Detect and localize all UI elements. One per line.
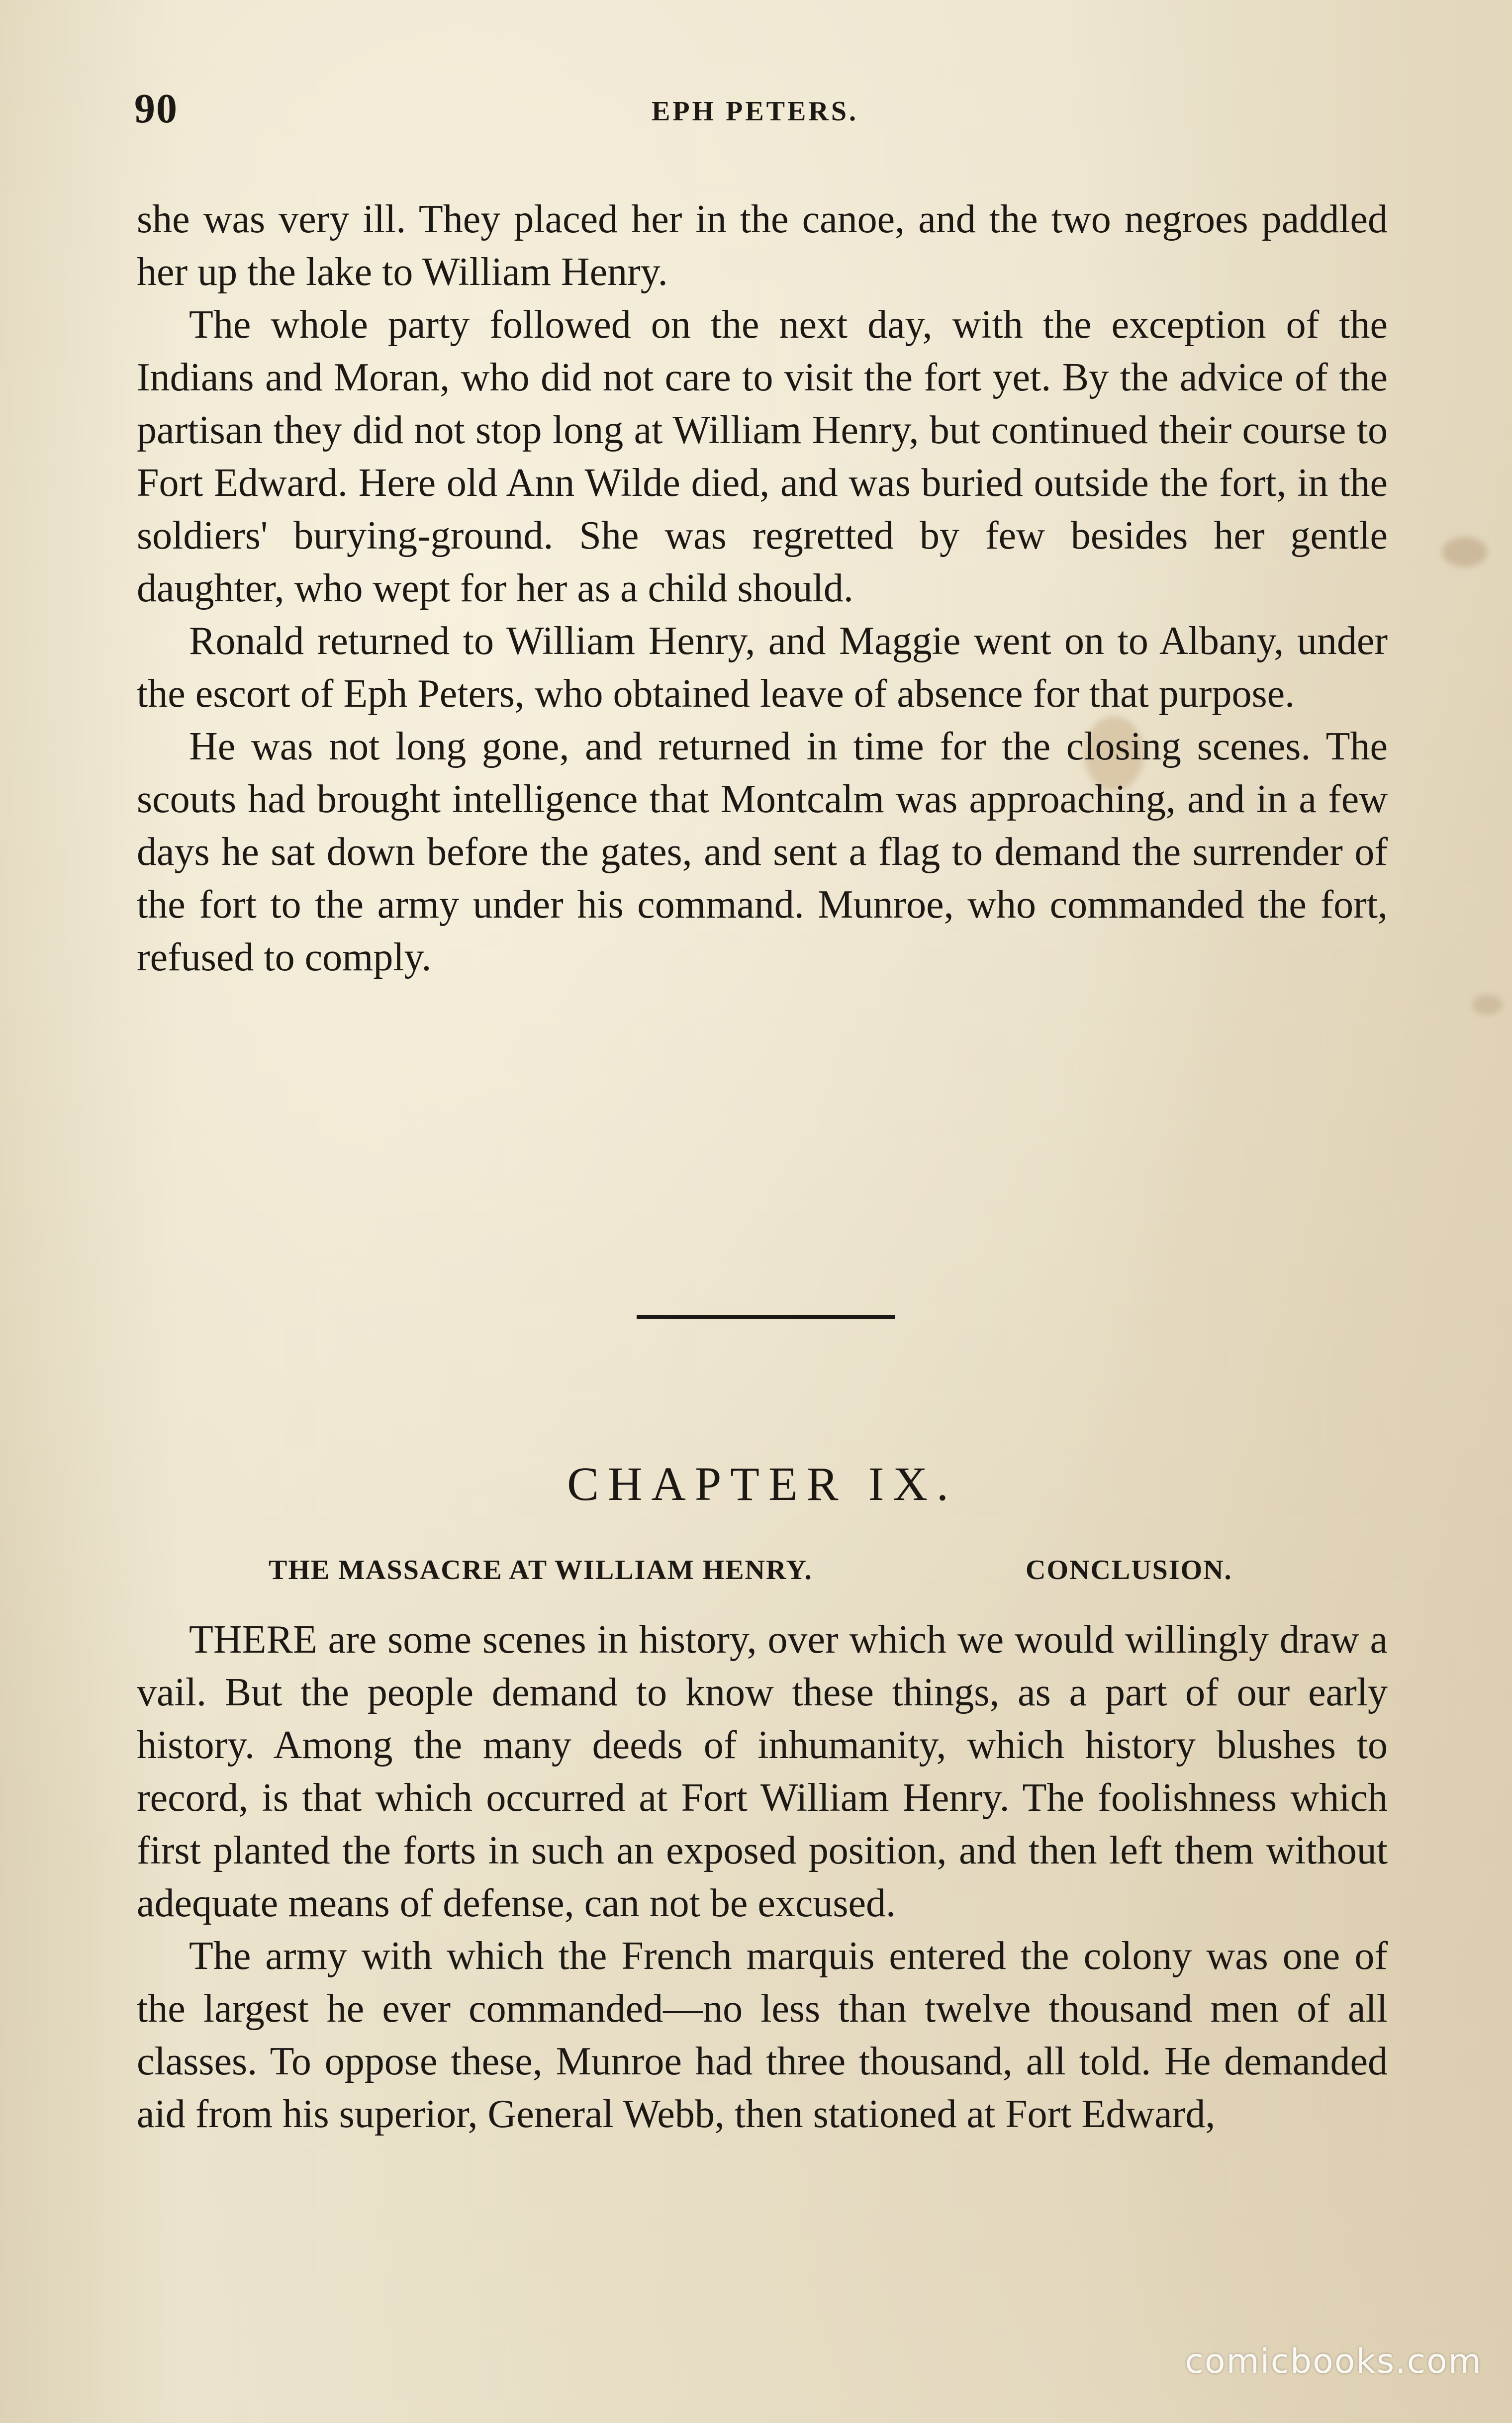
body-text-top [137,193,1388,984]
paragraph: The army with which the French marquis entered the colony was one of the largest he ever commanded—no less than twelve thousand men of all classes. To oppose these, Munroe had three thousand, all told. He demanded aid from his superior, General Webb, then stationed at Fort Edward, [137,1934,1388,2136]
section-divider [637,1315,895,1319]
foxing-stain [1442,537,1487,567]
paragraph: THERE are some scenes in history, over which we would willingly draw a vail. But the people demand to know these things, as a part of our early history. Among the many deeds of inhumanity, which history blushes to record, is that which occurred at Fort William Henry. The foolishness which first planted the forts in such an exposed position, and then left them without adequate means of defense, can not be excused. [137,1618,1388,1925]
body-text-bottom [137,1613,1388,2141]
chapter-heading: CHAPTER IX. [567,1457,957,1510]
chapter-subtitle-title: THE MASSACRE AT WILLIAM HENRY. [269,1555,813,1585]
paragraph: Ronald returned to William Henry, and Maggie went on to Albany, under the escort of Eph Peters, who obtained leave of absence for that purpose. [137,619,1388,716]
running-title: EPH PETERS. [652,96,858,127]
running-head [134,85,1383,134]
foxing-stain [1472,995,1502,1015]
watermark: comicbooks.com [1185,2342,1482,2381]
paragraph: she was very ill. They placed her in the canoe, and the two negroes paddled her up the lake to William Henry. [137,197,1388,294]
paragraph: He was not long gone, and returned in time for the closing scenes. The scouts had brought intelligence that Montcalm was approaching, and in a few days he sat down before the gates, and sent a flag to demand the surrender of the fort to the army under his command. Munroe, who commanded the fort, refused to comply. [137,725,1388,979]
page-number: 90 [134,86,178,132]
paragraph: The whole party followed on the next day, with the exception of the Indians and Moran, who did not care to visit the fort yet. By the advice of the partisan they did not stop long at William Henry, but continued their course to Fort Edward. Here old Ann Wilde died, and was buried outside the fort, in the soldiers' burying-ground. She was regretted by few besides her gentle daughter, who wept for her as a child should. [137,303,1388,610]
chapter-subtitle-conclusion: CONCLUSION. [1026,1555,1232,1585]
chapter-subtitle [269,1554,1263,1586]
